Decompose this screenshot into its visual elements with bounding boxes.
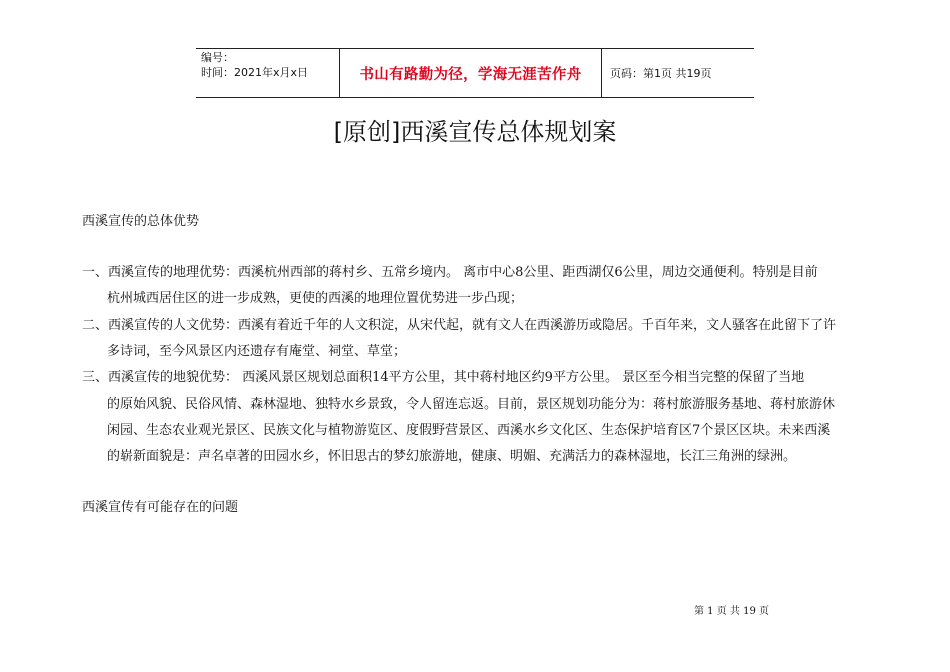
paragraph-line: 三、西溪宣传的地貌优势： 西溪风景区规划总面积14平方公里，其中蒋村地区约9平方公里。 景区至今相当完整的保留了当地 [82, 370, 805, 385]
paragraph-line: 的原始风貌、民俗风情、森林湿地、独特水乡景致，令人留连忘返。目前，景区规划功能分为：蒋村旅游服务基地、蒋村旅游休 [107, 397, 836, 412]
header-motto-cell [340, 49, 602, 97]
page-footer: 第 1 页 共 19 页 [694, 606, 769, 617]
section-heading-advantages: 西溪宣传的总体优势 [82, 214, 200, 229]
header-page-cell [602, 49, 754, 97]
paragraph-line: 二、西溪宣传的人文优势：西溪有着近千年的人文积淀，从宋代起，就有文人在西溪游历或隐居。千百年来，文人骚客在此留下了许 [82, 318, 837, 333]
page-header [196, 48, 754, 98]
paragraph-line: 的崭新面貌是：声名卓著的田园水乡，怀旧思古的梦幻旅游地，健康、明媚、充满活力的森林湿地，长江三角洲的绿洲。 [107, 449, 797, 464]
header-motto: 书山有路勤为径，学海无涯苦作舟 [359, 66, 582, 83]
document-time-label: 时间：2021年x月x日 [201, 66, 309, 79]
paragraph-line: 多诗词，至今风景区内还遗存有庵堂、祠堂、草堂； [107, 344, 407, 359]
paragraph-line: 杭州城西居住区的进一步成熟，更使的西溪的地理位置优势进一步凸现； [107, 291, 524, 306]
header-meta-cell [196, 49, 340, 97]
document-title: [原创]西溪宣传总体规划案 [333, 118, 617, 146]
document-number-label: 编号： [201, 51, 234, 64]
section-heading-problems: 西溪宣传有可能存在的问题 [82, 500, 239, 515]
paragraph-line: 一、西溪宣传的地理优势：西溪杭州西部的蒋村乡、五常乡境内。 离市中心8公里、距西湖仅6公里，周边交通便利。特别是目前 [82, 265, 818, 280]
header-page-info: 页码：第1页 共19页 [610, 67, 712, 80]
paragraph-line: 闲园、生态农业观光景区、民族文化与植物游览区、度假野营景区、西溪水乡文化区、生态保护培育区7个景区区块。未来西溪 [107, 423, 831, 438]
